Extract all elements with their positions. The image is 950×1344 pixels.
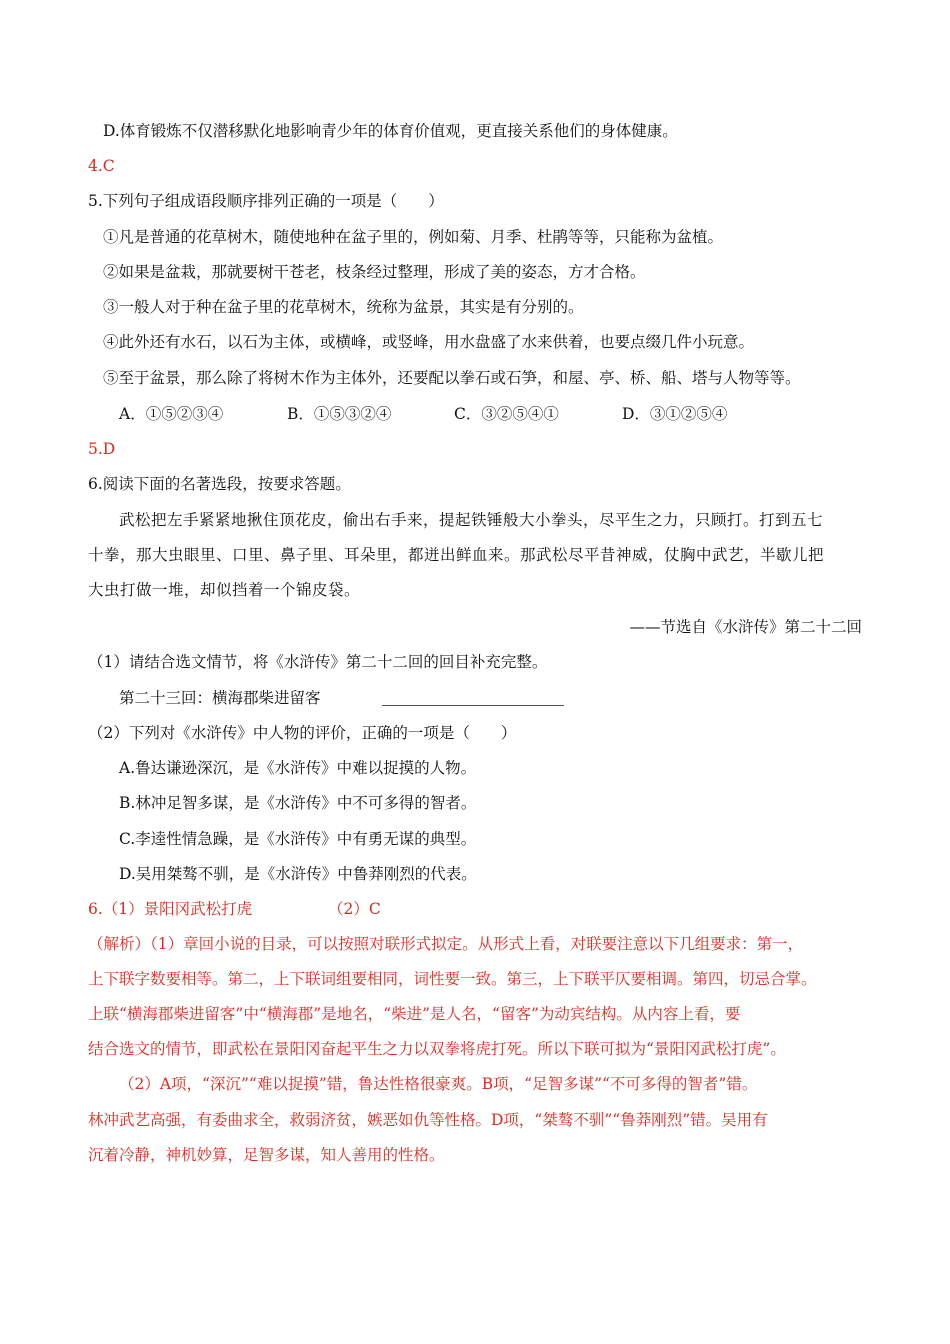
q6-sub1: （1）请结合选文情节，将《水浒传》第二十二回的回目补充完整。: [88, 653, 548, 671]
q6-passage-line-1: 武松把左手紧紧地揪住顶花皮，偷出右手来，提起铁锤般大小拳头，尽平生之力，只顾打。打到五七: [119, 511, 824, 529]
q5-sentence-1: ①凡是普通的花草树木，随使地种在盆子里的，例如菊、月季、杜鹃等等，只能称为盆植。: [103, 228, 724, 246]
q5-option-d: D．③①②⑤④: [622, 405, 728, 423]
q5-option-a: A．①⑤②③④: [119, 405, 224, 423]
q6-sub2-option-b: B.林冲足智多谋，是《水浒传》中不可多得的智者。: [119, 794, 477, 812]
q6-analysis-line-4: 结合选文的情节，即武松在景阳冈奋起平生之力以双拳将虎打死。所以下联可拟为“景阳冈武松打虎”。: [88, 1040, 786, 1058]
q6-analysis-line-6: 林冲武艺高强，有委曲求全，救弱济贫，嫉恶如仇等性格。D项，“桀骜不驯”“鲁莽刚烈”错。吴用有: [88, 1111, 768, 1129]
q5-sentence-5: ⑤至于盆景，那么除了将树木作为主体外，还要配以拳石或石笋，和屋、亭、桥、船、塔与人物等等。: [103, 369, 801, 387]
q6-source: ——节选自《水浒传》第二十二回: [629, 618, 862, 636]
q6-answer-1: 6.（1）景阳冈武松打虎: [88, 900, 253, 918]
q6-answer-2: （2）C: [328, 900, 381, 918]
q6-answer-blank: [382, 705, 564, 706]
q4-option-d: D.体育锻炼不仅潜移默化地影响青少年的体育价值观，更直接关系他们的身体健康。: [103, 122, 678, 140]
q6-analysis-line-1: （解析）（1）章回小说的目录，可以按照对联形式拟定。从形式上看，对联要注意以下几组要求：第一，: [88, 935, 804, 953]
q5-sentence-3: ③一般人对于种在盆子里的花草树木，统称为盆景，其实是有分别的。: [103, 298, 584, 316]
q6-analysis-line-7: 沉着冷静，神机妙算，足智多谋，知人善用的性格。: [88, 1146, 445, 1164]
q4-answer: 4.C: [88, 157, 115, 175]
q5-option-b: B．①⑤③②④: [287, 405, 392, 423]
q6-sub2-option-c: C.李逵性情急躁，是《水浒传》中有勇无谋的典型。: [119, 830, 477, 848]
q5-sentence-4: ④此外还有水石，以石为主体，或横峰，或竖峰，用水盘盛了水来供着，也要点缀几件小玩意。: [103, 333, 755, 351]
q6-passage-line-2: 十拳，那大虫眼里、口里、鼻子里、耳朵里，都迸出鲜血来。那武松尽平昔神威，仗胸中武艺，半歇儿把: [88, 546, 825, 564]
q5-option-c: C．③②⑤④①: [454, 405, 559, 423]
q6-stem: 6.阅读下面的名著选段，按要求答题。: [88, 475, 351, 493]
q6-analysis-line-5: （2）A项，“深沉”“难以捉摸”错，鲁达性格很豪爽。B项，“足智多谋”“不可多得的智者”错。: [119, 1075, 758, 1093]
q6-sub2-option-d: D.吴用桀骜不驯，是《水浒传》中鲁莽刚烈的代表。: [119, 865, 477, 883]
q6-sub1-prompt: 第二十三回：横海郡柴进留客: [119, 689, 321, 707]
q6-analysis-line-3: 上联“横海郡柴进留客”中“横海郡”是地名，“柴进”是人名，“留客”为动宾结构。从内容上看，要: [88, 1005, 741, 1023]
q6-passage-line-3: 大虫打做一堆，却似挡着一个锦皮袋。: [88, 581, 361, 599]
q6-sub2: （2）下列对《水浒传》中人物的评价，正确的一项是（ ）: [88, 724, 517, 742]
q5-answer: 5.D: [88, 440, 116, 458]
q6-analysis-line-2: 上下联字数要相等。第二，上下联词组要相同，词性要一致。第三，上下联平仄要相调。第四，切忌合掌。: [88, 970, 817, 988]
q5-sentence-2: ②如果是盆栽，那就要树干苍老，枝条经过整理，形成了美的姿态，方才合格。: [103, 263, 646, 281]
q6-sub2-option-a: A.鲁达谦逊深沉，是《水浒传》中难以捉摸的人物。: [119, 759, 477, 777]
q5-stem: 5.下列句子组成语段顺序排列正确的一项是（ ）: [88, 192, 444, 210]
